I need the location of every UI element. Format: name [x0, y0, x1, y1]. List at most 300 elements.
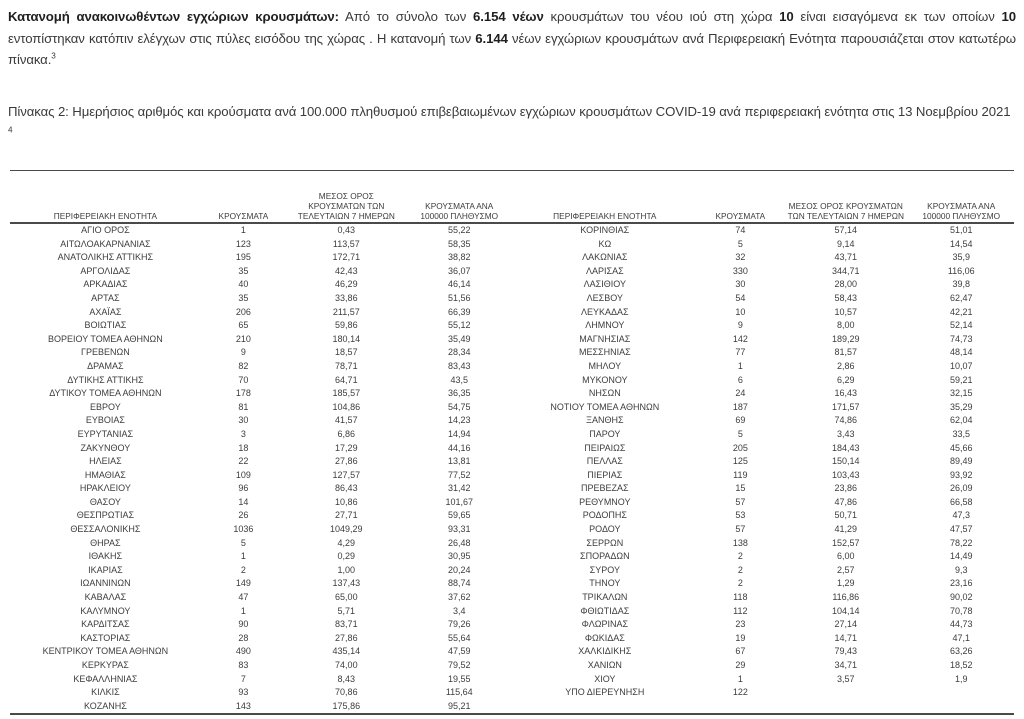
per-100k-cell: 62,47: [949, 292, 973, 303]
per-100k-cell: 46,14: [447, 279, 471, 290]
avg-7day-cell: 74,86: [834, 415, 858, 426]
cases-cell: 112: [733, 605, 748, 616]
cases-cell: 30: [735, 279, 746, 290]
column-header-region-left: ΠΕΡΙΦΕΡΕΙΑΚΗ ΕΝΟΤΗΤΑ: [10, 171, 201, 224]
cases-cell: 195: [235, 252, 251, 263]
avg-7day-cell: 4,29: [337, 537, 356, 548]
table-row: [10, 591, 1014, 605]
per-100k-cell: 52,14: [949, 320, 973, 331]
cases-cell: 178: [235, 388, 251, 399]
region-name-cell: ΒΟΙΩΤΙΑΣ: [84, 320, 127, 331]
avg-7day-cell: 59,86: [335, 320, 358, 331]
cases-cell: 5: [240, 537, 246, 548]
region-name-cell: ΡΕΘΥΜΝΟΥ: [579, 496, 631, 507]
region-name-cell: [512, 700, 698, 715]
per-100k-cell: 63,26: [949, 646, 973, 657]
per-100k-cell: 19,55: [447, 673, 471, 684]
cases-cell: 5: [737, 238, 743, 249]
per-100k-cell: 79,26: [447, 619, 471, 630]
text-run: είναι εισαγόμενα εκ των οποίων: [793, 9, 1002, 24]
table-row: [10, 564, 1014, 578]
per-100k-cell: 101,67: [445, 496, 474, 507]
table-row: [10, 550, 1014, 564]
cases-cell: 96: [238, 483, 249, 494]
region-name-cell: ΛΑΚΩΝΙΑΣ: [582, 252, 628, 263]
cases-cell: 142: [732, 333, 748, 344]
avg-7day-cell: 78,71: [335, 360, 358, 371]
cases-cell: 205: [732, 442, 748, 453]
table-row: [10, 469, 1014, 483]
region-name-cell: ΙΚΑΡΙΑΣ: [88, 564, 123, 575]
cases-cell: 9: [737, 320, 743, 331]
region-name-cell: ΧΑΝΙΩΝ: [587, 660, 622, 670]
table-row: [10, 346, 1014, 360]
table-row: [10, 632, 1014, 646]
avg-7day-cell: 74,00: [335, 660, 358, 670]
bold-text-run: 6.144: [475, 30, 508, 46]
per-100k-cell: 95,21: [447, 700, 471, 711]
per-100k-cell: 93,92: [949, 469, 973, 480]
table-header-row: [10, 171, 1014, 224]
per-100k-cell: 36,07: [447, 265, 471, 276]
avg-7day-cell: 171,57: [832, 401, 860, 412]
region-name-cell: ΤΗΝΟΥ: [589, 578, 621, 589]
covid-region-table: [10, 170, 1014, 715]
region-name-cell: ΑΡΚΑΔΙΑΣ: [83, 279, 128, 290]
text-run: Πίνακας 2: Ημερήσιος αριθμός και κρούσματα ανά 100.000 πληθυσμού επιβεβαιωμένων εγχώριων κρουσμάτων COVID-19 ανά περιφερειακή ενότητα στις 13 Νοεμβρίου 2021: [8, 104, 1011, 119]
region-name-cell: ΦΘΙΩΤΙΔΑΣ: [580, 605, 630, 616]
cases-cell: 7: [240, 673, 246, 684]
bold-text-run: Κατανομή ανακοινωθέντων εγχώριων κρουσμάτων:: [8, 9, 339, 24]
avg-7day-cell: 0,43: [337, 225, 356, 235]
region-name-cell: ΘΕΣΣΑΛΟΝΙΚΗΣ: [70, 524, 141, 535]
region-name-cell: ΝΗΣΩΝ: [588, 388, 621, 399]
region-name-cell: ΠΡΕΒΕΖΑΣ: [581, 483, 629, 494]
per-100k-cell: [909, 700, 1014, 715]
region-name-cell: ΛΑΣΙΘΙΟΥ: [583, 279, 626, 290]
avg-7day-cell: 17,29: [335, 442, 358, 453]
avg-7day-cell: 185,57: [332, 388, 361, 399]
avg-7day-cell: 8,00: [837, 320, 855, 331]
cases-cell: 14: [238, 496, 249, 507]
table-row: [10, 700, 1014, 715]
cases-cell: 18: [238, 442, 249, 453]
avg-7day-cell: 33,86: [335, 292, 358, 303]
region-name-cell: ΑΡΓΟΛΙΔΑΣ: [80, 265, 131, 276]
region-name-cell: ΥΠΟ ΔΙΕΡΕΥΝΗΣΗ: [565, 687, 645, 698]
cases-cell: 122: [732, 687, 748, 698]
table-row: [10, 360, 1014, 374]
cases-cell: 30: [238, 415, 249, 426]
cases-cell: 24: [735, 388, 746, 399]
avg-7day-cell: 42,43: [335, 265, 358, 276]
table-row: [10, 496, 1014, 510]
table-row: [10, 374, 1014, 388]
per-100k-cell: 35,9: [952, 252, 971, 263]
region-name-cell: ΓΡΕΒΕΝΩΝ: [81, 347, 130, 358]
avg-7day-cell: 16,43: [834, 388, 858, 399]
cases-cell: 2: [737, 578, 743, 589]
avg-7day-cell: 180,14: [332, 333, 361, 344]
avg-7day-cell: 8,43: [337, 673, 356, 684]
avg-7day-cell: 47,86: [834, 496, 858, 507]
avg-7day-cell: 27,14: [834, 619, 858, 630]
region-name-cell: ΑΧΑΪΑΣ: [89, 306, 122, 317]
cases-cell: 330: [732, 265, 748, 276]
avg-7day-cell: 175,86: [332, 700, 361, 711]
cases-cell: 93: [238, 687, 249, 698]
cases-cell: 54: [735, 292, 746, 303]
per-100k-cell: 14,54: [949, 238, 973, 249]
per-100k-cell: 70,78: [949, 605, 973, 616]
region-name-cell: ΘΗΡΑΣ: [90, 537, 121, 548]
footnote-superscript: 4: [8, 125, 13, 135]
avg-7day-cell: 184,43: [832, 442, 860, 453]
per-100k-cell: 77,52: [447, 469, 471, 480]
per-100k-cell: 13,81: [447, 456, 471, 467]
region-name-cell: ΦΛΩΡΙΝΑΣ: [581, 619, 629, 630]
avg-7day-cell: 50,71: [834, 510, 858, 521]
avg-7day-cell: 41,57: [335, 415, 358, 426]
table-row: [10, 319, 1014, 333]
table-row: [10, 265, 1014, 279]
cases-cell: 35: [238, 292, 249, 303]
cases-cell: 28: [238, 632, 249, 643]
per-100k-cell: 78,22: [949, 537, 973, 548]
region-name-cell: ΗΜΑΘΙΑΣ: [84, 469, 126, 480]
avg-7day-cell: 189,29: [832, 333, 860, 344]
table-row: [10, 509, 1014, 523]
per-100k-cell: 62,04: [949, 415, 973, 426]
column-header-cases-left: ΚΡΟΥΣΜΑΤΑ: [201, 171, 286, 224]
avg-7day-cell: 10,57: [834, 306, 858, 317]
per-100k-cell: 54,75: [447, 401, 471, 412]
per-100k-cell: 35,49: [447, 333, 471, 344]
table-row: [10, 686, 1014, 700]
per-100k-cell: 83,43: [447, 360, 471, 371]
cases-cell: 118: [733, 592, 748, 603]
per-100k-cell: 89,49: [949, 456, 973, 467]
table-row: [10, 251, 1014, 265]
region-name-cell: ΦΩΚΙΔΑΣ: [584, 632, 625, 643]
avg-7day-cell: [783, 700, 909, 715]
table-row: [10, 223, 1014, 238]
per-100k-cell: 35,29: [949, 401, 973, 412]
per-100k-cell: 37,62: [447, 592, 471, 603]
per-100k-cell: 28,34: [447, 347, 471, 358]
avg-7day-cell: 18,57: [335, 347, 358, 358]
region-name-cell: ΛΕΥΚΑΔΑΣ: [581, 306, 629, 317]
table-row: [10, 659, 1014, 673]
region-name-cell: ΣΕΡΡΩΝ: [586, 537, 624, 548]
cases-cell: 3: [240, 428, 246, 439]
cases-cell: 1: [240, 225, 246, 235]
cases-cell: 187: [732, 401, 748, 412]
cases-cell: 57: [735, 496, 746, 507]
avg-7day-cell: 104,86: [332, 401, 361, 412]
avg-7day-cell: 5,71: [337, 605, 356, 616]
column-header-per100k-left: ΚΡΟΥΣΜΑΤΑ ΑΝΑ 100000 ΠΛΗΘΥΣΜΟ: [407, 171, 512, 224]
region-name-cell: ΗΛΕΙΑΣ: [89, 456, 122, 467]
avg-7day-cell: 127,57: [332, 469, 361, 480]
avg-7day-cell: 152,57: [832, 537, 860, 548]
region-name-cell: ΚΕΝΤΡΙΚΟΥ ΤΟΜΕΑ ΑΘΗΝΩΝ: [42, 646, 169, 657]
region-name-cell: ΕΒΡΟΥ: [90, 401, 121, 412]
table-row: [10, 333, 1014, 347]
cases-cell: 26: [238, 510, 249, 521]
table-row: [10, 645, 1014, 659]
table-row: [10, 523, 1014, 537]
cases-cell: 138: [732, 537, 748, 548]
avg-7day-cell: 10,86: [335, 496, 358, 507]
cases-cell: 119: [733, 469, 748, 480]
table-row: [10, 442, 1014, 456]
avg-7day-cell: 137,43: [332, 578, 361, 589]
region-name-cell: ΑΙΤΩΛΟΑΚΑΡΝΑΝΙΑΣ: [60, 238, 151, 249]
per-100k-cell: 36,35: [447, 388, 471, 399]
cases-cell: 67: [735, 646, 746, 657]
cases-cell: 53: [735, 510, 746, 521]
per-100k-cell: 90,02: [949, 592, 973, 603]
region-name-cell: ΕΥΡΥΤΑΝΙΑΣ: [77, 428, 134, 439]
avg-7day-cell: 104,14: [832, 605, 860, 616]
region-name-cell: ΚΟΖΑΝΗΣ: [83, 700, 127, 711]
region-name-cell: ΝΟΤΙΟΥ ΤΟΜΕΑ ΑΘΗΝΩΝ: [550, 401, 660, 412]
avg-7day-cell: 6,00: [837, 551, 855, 562]
region-name-cell: ΚΙΛΚΙΣ: [91, 687, 120, 698]
region-name-cell: ΙΩΑΝΝΙΝΩΝ: [80, 578, 131, 589]
per-100k-cell: 79,52: [447, 660, 471, 670]
region-name-cell: ΕΥΒΟΙΑΣ: [85, 415, 125, 426]
avg-7day-cell: 0,29: [337, 551, 356, 562]
avg-7day-cell: 1049,29: [330, 524, 363, 535]
per-100k-cell: 30,95: [447, 551, 471, 562]
avg-7day-cell: 6,29: [837, 374, 855, 385]
region-name-cell: ΧΑΛΚΙΔΙΚΗΣ: [578, 646, 632, 657]
table-row: [10, 292, 1014, 306]
region-name-cell: ΧΙΟΥ: [594, 673, 616, 684]
avg-7day-cell: 2,57: [837, 564, 855, 575]
avg-7day-cell: 34,71: [834, 660, 858, 670]
cases-cell: 32: [735, 252, 746, 263]
per-100k-cell: 93,31: [447, 524, 471, 535]
per-100k-cell: 55,12: [447, 320, 471, 331]
cases-cell: 22: [238, 456, 249, 467]
cases-cell: 1: [737, 673, 743, 684]
text-run: Από το σύνολο των: [338, 9, 474, 24]
region-name-cell: ΔΡΑΜΑΣ: [87, 360, 124, 371]
avg-7day-cell: 1,00: [337, 564, 356, 575]
avg-7day-cell: 57,14: [834, 225, 858, 235]
column-header-region-right: ΠΕΡΙΦΕΡΕΙΑΚΗ ΕΝΟΤΗΤΑ: [512, 171, 698, 224]
region-name-cell: ΔΥΤΙΚΗΣ ΑΤΤΙΚΗΣ: [67, 374, 144, 385]
avg-7day-cell: 23,86: [834, 483, 858, 494]
avg-7day-cell: 3,43: [837, 428, 855, 439]
per-100k-cell: 51,01: [949, 225, 973, 235]
per-100k-cell: 45,66: [949, 442, 973, 453]
per-100k-cell: 14,49: [949, 551, 973, 562]
per-100k-cell: 38,82: [447, 252, 471, 263]
cases-cell: 210: [235, 333, 251, 344]
column-header-per100k-right: ΚΡΟΥΣΜΑΤΑ ΑΝΑ 100000 ΠΛΗΘΥΣΜΟ: [909, 171, 1014, 224]
avg-7day-cell: 344,71: [832, 265, 860, 276]
per-100k-cell: 55,22: [447, 225, 471, 235]
avg-7day-cell: 46,29: [335, 279, 358, 290]
avg-7day-cell: 27,86: [335, 632, 358, 643]
cases-cell: 125: [732, 456, 748, 467]
avg-7day-cell: 6,86: [337, 428, 356, 439]
cases-cell: 65: [238, 320, 249, 331]
region-name-cell: ΞΑΝΘΗΣ: [586, 415, 624, 426]
per-100k-cell: 116,06: [947, 265, 975, 276]
per-100k-cell: 47,1: [952, 632, 971, 643]
footnote-superscript: 3: [51, 51, 56, 61]
per-100k-cell: 20,24: [447, 564, 471, 575]
cases-cell: 40: [238, 279, 249, 290]
avg-7day-cell: 27,71: [335, 510, 358, 521]
cases-cell: 35: [238, 265, 249, 276]
per-100k-cell: 44,73: [949, 619, 973, 630]
region-name-cell: ΚΑΣΤΟΡΙΑΣ: [80, 632, 131, 643]
avg-7day-cell: 81,57: [834, 347, 858, 358]
cases-cell: [698, 700, 783, 715]
table-row: [10, 577, 1014, 591]
per-100k-cell: 74,73: [949, 333, 973, 344]
region-name-cell: ΘΕΣΠΡΩΤΙΑΣ: [76, 510, 135, 521]
region-name-cell: ΑΡΤΑΣ: [91, 292, 120, 303]
region-name-cell: ΖΑΚΥΝΘΟΥ: [80, 442, 131, 453]
avg-7day-cell: 14,71: [834, 632, 858, 643]
table-row: [10, 605, 1014, 619]
cases-cell: 5: [737, 428, 743, 439]
region-name-cell: ΜΕΣΣΗΝΙΑΣ: [578, 347, 631, 358]
avg-7day-cell: 2,86: [837, 360, 855, 371]
cases-cell: 149: [235, 578, 251, 589]
avg-7day-cell: 103,43: [832, 469, 860, 480]
cases-cell: 123: [235, 238, 251, 249]
cases-cell: 1036: [233, 524, 254, 535]
avg-7day-cell: 43,71: [834, 252, 858, 263]
per-100k-cell: 44,16: [447, 442, 471, 453]
column-header-avg7-right: ΜΕΣΟΣ ΟΡΟΣ ΚΡΟΥΣΜΑΤΩΝ ΤΩΝ ΤΕΛΕΥΤΑΙΩΝ 7 ΗΜΕΡΩΝ: [783, 171, 909, 224]
cases-cell: 82: [238, 360, 249, 371]
region-name-cell: ΒΟΡΕΙΟΥ ΤΟΜΕΑ ΑΘΗΝΩΝ: [47, 333, 163, 344]
table-row: [10, 306, 1014, 320]
region-name-cell: ΠΙΕΡΙΑΣ: [587, 469, 623, 480]
per-100k-cell: 42,21: [949, 306, 973, 317]
per-100k-cell: 26,48: [447, 537, 471, 548]
avg-7day-cell: 28,00: [834, 279, 858, 290]
per-100k-cell: 31,42: [447, 483, 471, 494]
region-name-cell: ΡΟΔΟΠΗΣ: [582, 510, 627, 521]
per-100k-cell: [909, 686, 1014, 700]
region-name-cell: ΜΥΚΟΝΟΥ: [582, 374, 628, 385]
avg-7day-cell: 211,57: [332, 306, 360, 317]
per-100k-cell: 47,3: [952, 510, 971, 521]
region-name-cell: ΣΠΟΡΑΔΩΝ: [580, 551, 630, 562]
per-100k-cell: 59,21: [949, 374, 973, 385]
cases-cell: 83: [238, 660, 249, 670]
column-header-avg7-left: ΜΕΣΟΣ ΟΡΟΣ ΚΡΟΥΣΜΑΤΩΝ ΤΩΝ ΤΕΛΕΥΤΑΙΩΝ 7 ΗΜΕΡΩΝ: [286, 171, 406, 224]
region-name-cell: ΙΘΑΚΗΣ: [88, 551, 123, 562]
per-100k-cell: 115,64: [445, 687, 473, 698]
avg-7day-cell: [783, 686, 909, 700]
region-name-cell: ΚΕΦΑΛΛΗΝΙΑΣ: [73, 673, 138, 684]
cases-cell: 90: [238, 619, 249, 630]
text-run: κρουσμάτων του νέου ιού στη χώρα: [543, 9, 780, 24]
column-header-cases-right: ΚΡΟΥΣΜΑΤΑ: [698, 171, 783, 224]
per-100k-cell: 9,3: [955, 564, 968, 575]
cases-cell: 1: [737, 360, 743, 371]
per-100k-cell: 33,5: [952, 428, 971, 439]
table-row: [10, 238, 1014, 252]
region-name-cell: ΚΩ: [598, 238, 612, 249]
region-name-cell: ΣΥΡΟΥ: [589, 564, 620, 575]
avg-7day-cell: 70,86: [335, 687, 358, 698]
avg-7day-cell: 58,43: [834, 292, 858, 303]
per-100k-cell: 10,07: [949, 360, 973, 371]
avg-7day-cell: 435,14: [332, 646, 361, 657]
region-name-cell: ΠΕΛΛΑΣ: [586, 456, 623, 467]
region-name-cell: ΛΑΡΙΣΑΣ: [585, 265, 624, 276]
per-100k-cell: 14,23: [447, 415, 471, 426]
cases-cell: 15: [735, 483, 746, 494]
per-100k-cell: 55,64: [447, 632, 471, 643]
cases-cell: 29: [735, 660, 746, 670]
avg-7day-cell: 65,00: [335, 592, 358, 603]
avg-7day-cell: 3,57: [837, 673, 855, 684]
table-row: [10, 673, 1014, 687]
per-100k-cell: 58,35: [447, 238, 471, 249]
region-name-cell: ΛΕΣΒΟΥ: [586, 292, 623, 303]
cases-cell: 69: [735, 415, 746, 426]
region-name-cell: ΡΟΔΟΥ: [589, 524, 621, 535]
region-name-cell: ΑΝΑΤΟΛΙΚΗΣ ΑΤΤΙΚΗΣ: [57, 252, 154, 263]
cases-cell: 2: [737, 564, 743, 575]
table-row: [10, 278, 1014, 292]
region-name-cell: ΑΓΙΟ ΟΡΟΣ: [81, 225, 130, 235]
table-row: [10, 387, 1014, 401]
avg-7day-cell: 9,14: [837, 238, 855, 249]
avg-7day-cell: 64,71: [335, 374, 358, 385]
bold-text-run: 10: [1001, 9, 1016, 24]
avg-7day-cell: 41,29: [834, 524, 858, 535]
avg-7day-cell: 172,71: [332, 252, 361, 263]
cases-cell: 23: [735, 619, 746, 630]
cases-cell: 9: [240, 347, 246, 358]
text-run: νέων εγχώριων κρουσμάτων ανά Περιφερειακή Ενότητα παρουσιάζεται στον κατωτέρω πίνακα.: [8, 30, 1016, 67]
table-row: [10, 414, 1014, 428]
table-row: [10, 428, 1014, 442]
region-name-cell: ΚΑΛΥΜΝΟΥ: [80, 605, 131, 616]
region-name-cell: ΘΑΣΟΥ: [89, 496, 121, 507]
region-name-cell: ΚΕΡΚΥΡΑΣ: [81, 660, 129, 670]
cases-cell: 19: [735, 632, 746, 643]
per-100k-cell: 32,15: [949, 388, 973, 399]
per-100k-cell: 59,65: [447, 510, 471, 521]
per-100k-cell: 88,74: [447, 578, 471, 589]
cases-cell: 10: [735, 306, 746, 317]
region-name-cell: ΚΑΒΑΛΑΣ: [84, 592, 127, 603]
per-100k-cell: 43,5: [450, 374, 469, 385]
cases-cell: 1: [240, 605, 246, 616]
per-100k-cell: 3,4: [452, 605, 466, 616]
region-name-cell: ΜΗΛΟΥ: [588, 360, 622, 371]
cases-cell: 206: [235, 306, 251, 317]
avg-7day-cell: 83,71: [335, 619, 358, 630]
avg-7day-cell: 86,43: [335, 483, 358, 494]
region-name-cell: ΗΡΑΚΛΕΙΟΥ: [79, 483, 131, 494]
